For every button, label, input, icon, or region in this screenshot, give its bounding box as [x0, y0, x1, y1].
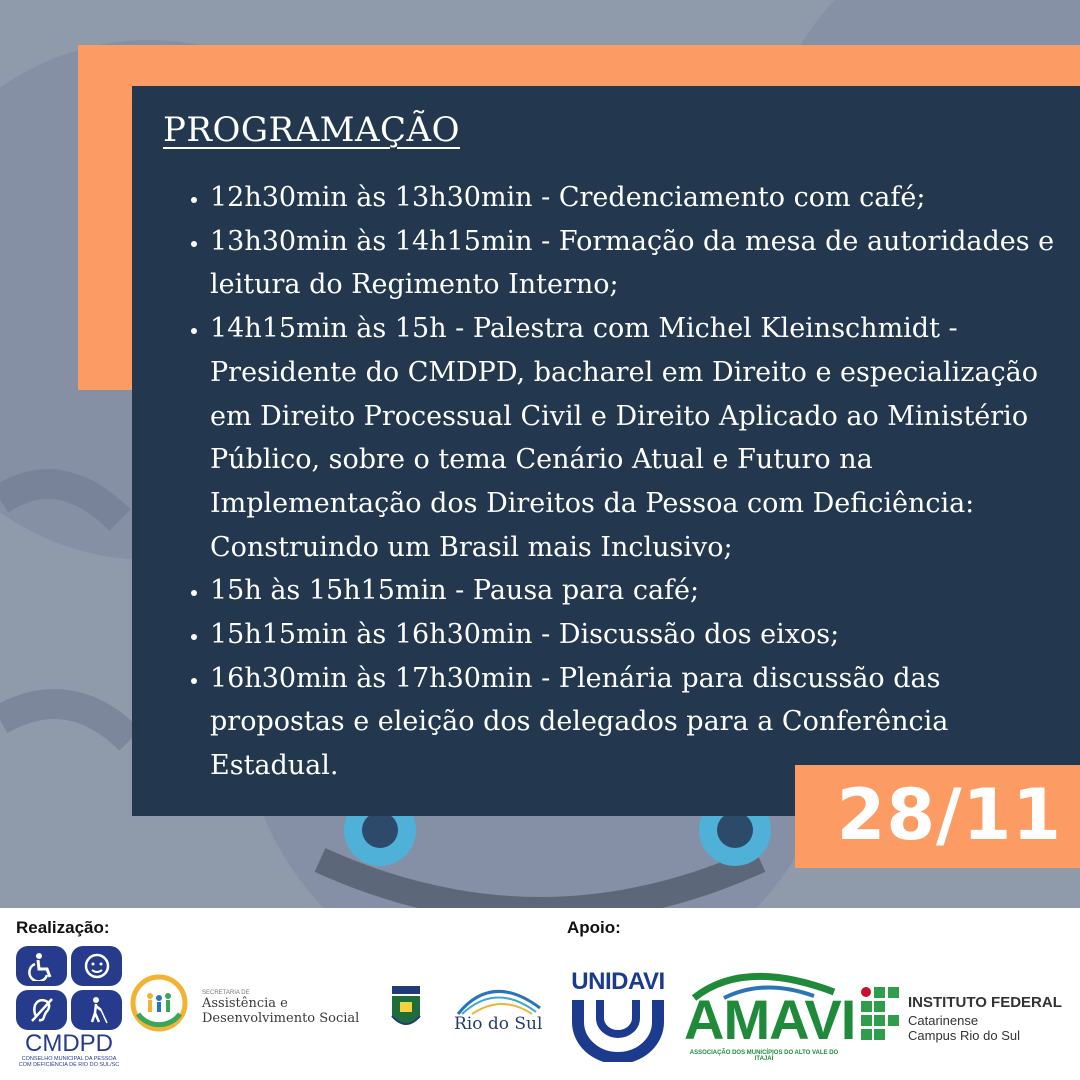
city-crest-icon — [388, 984, 424, 1034]
unidavi-text: UNIDAVI — [571, 968, 665, 995]
assistencia-small: SECRETARIA DE — [202, 990, 250, 996]
realizacao-label: Realização: — [16, 918, 110, 937]
schedule-item: • 15h15min às 16h30min - Discussão dos eixos; — [210, 613, 1070, 657]
amavi-logo — [684, 962, 856, 1062]
schedule-list — [182, 176, 1070, 788]
people-circle-icon — [130, 974, 188, 1032]
cmdpd-name: CMDPD — [25, 1030, 113, 1057]
face-icon — [71, 946, 122, 986]
program-title: PROGRAMAÇÃO — [163, 110, 460, 150]
assistencia-line2: Desenvolvimento Social — [202, 1011, 360, 1026]
rio-do-sul-logo — [452, 978, 546, 1038]
assistencia-line1: Assistência e — [202, 996, 288, 1011]
cmdpd-logo — [16, 946, 122, 1076]
if-line1: INSTITUTO FEDERAL — [908, 994, 1062, 1011]
if-line3: Campus Rio do Sul — [908, 1028, 1020, 1043]
assistencia-logo — [126, 974, 366, 1042]
footer-logos — [0, 908, 1080, 1080]
program-panel — [132, 86, 1080, 816]
if-squares-icon — [860, 986, 902, 1040]
amavi-subtitle: ASSOCIAÇÃO DOS MUNICÍPIOS DO ALTO VALE DO ITAJAÍ — [689, 1050, 839, 1062]
hearing-icon — [16, 990, 67, 1030]
blind-person-icon — [71, 990, 122, 1030]
rio-do-sul-text: Rio do Sul — [454, 1014, 543, 1034]
event-date: 28/11 — [836, 774, 1062, 856]
wheelchair-icon — [16, 946, 67, 986]
unidavi-logo — [566, 966, 670, 1062]
schedule-item: • 13h30min às 14h15min - Formação da mesa de autoridades e leitura do Regimento Interno; — [210, 220, 1070, 307]
schedule-item: • 15h às 15h15min - Pausa para café; — [210, 569, 1070, 613]
amavi-text: AMAVI — [684, 988, 856, 1051]
apoio-label: Apoio: — [567, 918, 621, 937]
unidavi-u-icon — [572, 998, 664, 1062]
instituto-federal-logo — [860, 986, 1070, 1046]
cmdpd-subtitle: CONSELHO MUNICIPAL DA PESSOA COM DEFICIÊNCIA DE RIO DO SUL/SC — [18, 1056, 120, 1068]
bridge-icon — [452, 978, 546, 1018]
schedule-item: • 14h15min às 15h - Palestra com Michel Kleinschmidt - Presidente do CMDPD, bacharel em Direito e especialização em Direito Processual Civil e Direito Aplicado ao Ministério Público, sobre o tema Cenário Atual e Futuro na Implementação dos Direitos da Pessoa com Deficiência: Construindo um Brasil mais Inclusivo; — [210, 307, 1070, 569]
schedule-item: • 16h30min às 17h30min - Plenária para discussão das propostas e eleição dos delegados para a Conferência Estadual. — [210, 657, 1070, 788]
schedule-item: • 12h30min às 13h30min - Credenciamento com café; — [210, 176, 1070, 220]
if-line2: Catarinense — [908, 1013, 979, 1028]
date-badge — [795, 765, 1080, 868]
